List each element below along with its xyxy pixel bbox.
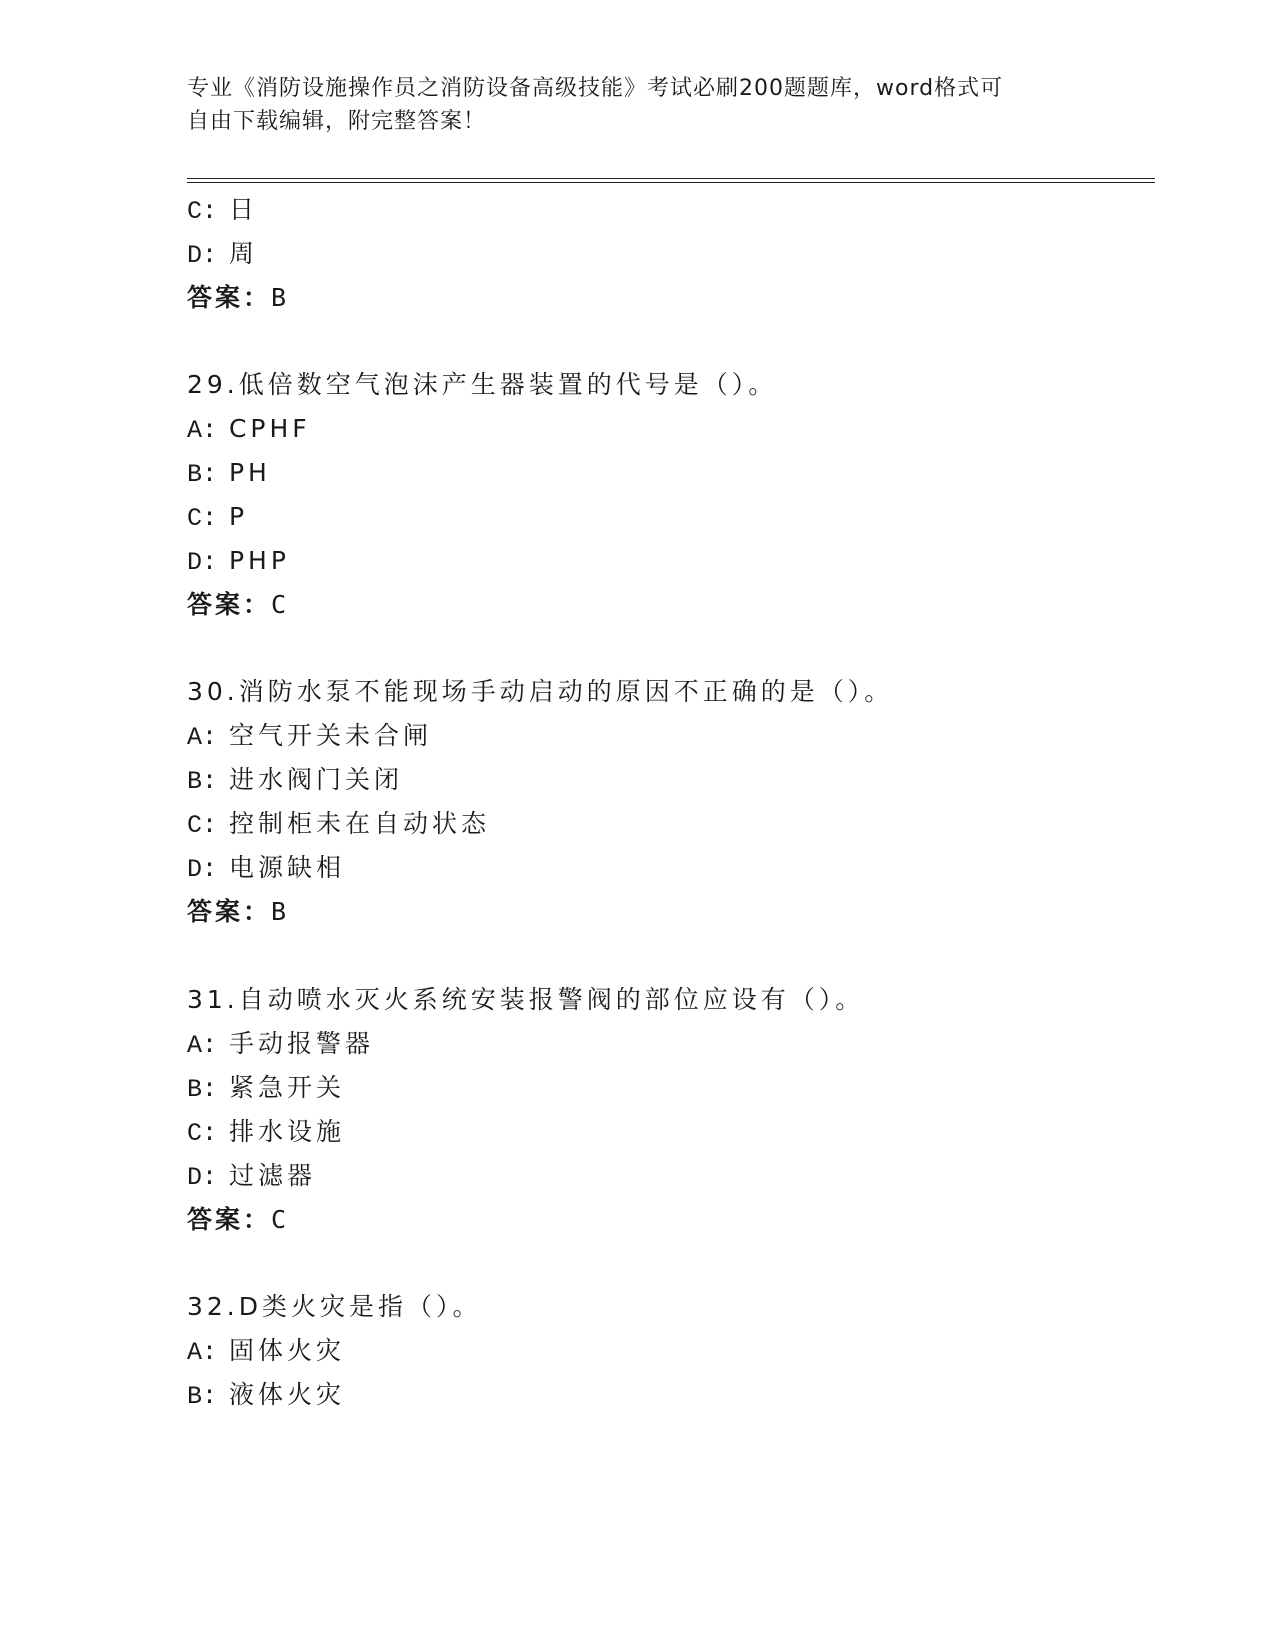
option-c [187,502,248,534]
answer-value: B [271,897,290,926]
answer-value: B [271,283,290,312]
option-text: 日 [228,195,258,224]
option-text: 手动报警器 [228,1029,374,1058]
option-a [187,1336,345,1368]
answer-line [187,1205,289,1235]
answer-label: 答案： [187,897,272,926]
option-label: D: [187,855,218,884]
question-stem: 29.低倍数空气泡沫产生器装置的代号是（）。 [187,370,778,399]
option-label: D: [187,241,218,270]
option-text: P [228,502,249,531]
option-label: C: [187,197,218,226]
answer-value: C [271,1205,290,1234]
option-label: A: [187,1338,218,1367]
option-d [187,1161,316,1193]
header-line-2: 自由下载编辑，附完整答案！ [187,109,487,134]
header-divider-bottom [187,182,1155,183]
header-divider-top [187,178,1155,179]
question-stem: 31.自动喷水灭火系统安装报警阀的部位应设有（）。 [187,985,865,1014]
option-label: C: [187,504,218,533]
document-header [187,72,1087,138]
option-a [187,721,432,753]
option-text: 进水阀门关闭 [228,765,403,794]
option-b [187,1380,345,1412]
option-label: A: [187,723,218,752]
option-label: D: [187,548,218,577]
option-b [187,458,271,490]
option-label: B: [187,767,218,796]
option-label: A: [187,416,218,445]
option-b [187,765,403,797]
option-c [187,1117,345,1149]
option-text: 过滤器 [228,1161,316,1190]
option-c [187,195,258,227]
option-b [187,1073,345,1105]
option-text: 固体火灾 [228,1336,345,1365]
option-text: 排水设施 [228,1117,345,1146]
option-text: 紧急开关 [228,1073,345,1102]
option-text: 周 [228,239,258,268]
option-text: 液体火灾 [228,1380,345,1409]
option-label: B: [187,1075,218,1104]
option-text: 空气开关未合闸 [228,721,432,750]
answer-line [187,897,289,927]
option-label: D: [187,1163,218,1192]
answer-value: C [271,590,290,619]
option-label: B: [187,460,218,489]
option-d [187,239,258,271]
option-label: C: [187,811,218,840]
answer-label: 答案： [187,590,272,619]
option-d [187,853,345,885]
option-c [187,809,490,841]
option-label: B: [187,1382,218,1411]
question-stem: 30.消防水泵不能现场手动启动的原因不正确的是（）。 [187,677,894,706]
option-text: PH [228,458,271,487]
option-text: PHP [228,546,290,575]
answer-label: 答案： [187,283,272,312]
option-a [187,414,311,446]
option-text: 电源缺相 [228,853,345,882]
option-label: A: [187,1031,218,1060]
answer-label: 答案： [187,1205,272,1234]
option-d [187,546,290,578]
option-text: 控制柜未在自动状态 [228,809,490,838]
option-text: CPHF [228,414,311,443]
answer-line [187,590,289,620]
answer-line [187,283,289,313]
question-stem: 32.D类火灾是指（）。 [187,1292,482,1321]
option-label: C: [187,1119,218,1148]
option-a [187,1029,374,1061]
header-line-1: 专业《消防设施操作员之消防设备高级技能》考试必刷200题题库，word格式可 [187,76,1004,101]
